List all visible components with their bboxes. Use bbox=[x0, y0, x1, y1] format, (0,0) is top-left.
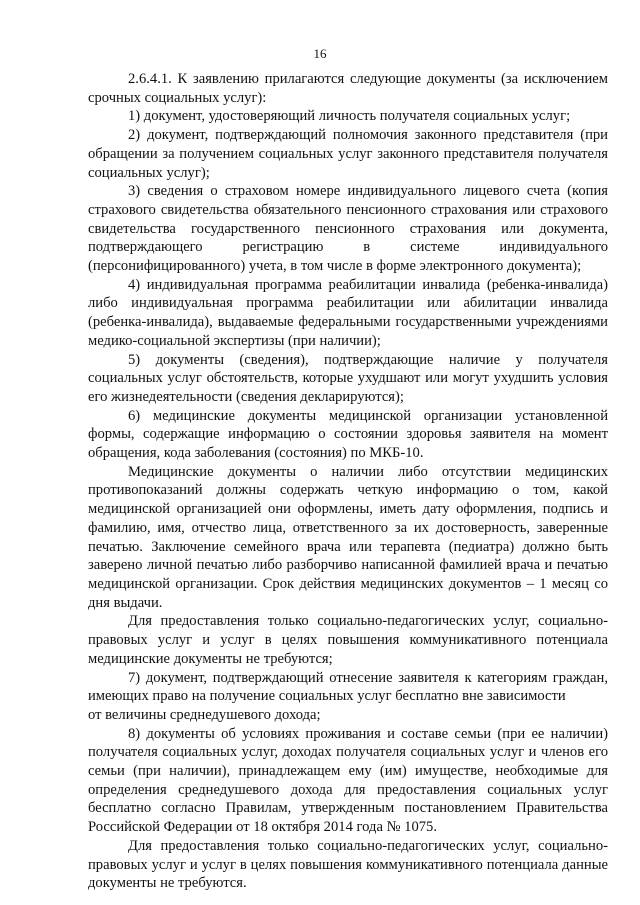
paragraph: 3) сведения о страховом номере индивидуального лицевого счета (копия страхового свидетельства обязательного пенсионного страхования или страхового свидетельства государственного пенсионного страхования или документа, подтверждающего регистрацию в системе индивидуального (персонифицированного) учета, в том числе в форме электронного документа); bbox=[88, 183, 608, 275]
paragraph: 4) индивидуальная программа реабилитации инвалида (ребенка-инвалида) либо индивидуальная программа реабилитации или абилитации инвалида (ребенка-инвалида), выдаваемые федеральными государственными учреждениями медико-социальной экспертизы (при наличии); bbox=[88, 276, 608, 349]
paragraph: 5) документы (сведения), подтверждающие наличие у получателя социальных услуг обстоятельств, которые ухудшают или могут ухудшить условия его жизнедеятельности (сведения декларируются); bbox=[88, 351, 608, 405]
document-body bbox=[88, 70, 608, 893]
paragraph: 7) документ, подтверждающий отнесение заявителя к категориям граждан, имеющих право на получение социальных услуг бесплатно вне зависимости bbox=[88, 669, 608, 705]
paragraph: 8) документы об условиях проживания и составе семьи (при ее наличии) получателя социальных услуг, доходах получателя социальных услуг и членов его семьи (при наличии), принадлежащем ему (им) имуществе, необходимые для определения среднедушевого дохода для предоставления социальных услуг бесплатно согласно Правилам, утвержденным постановлением Правительства Российской Федерации от 18 октября 2014 года № 1075. bbox=[88, 725, 608, 836]
paragraph: Медицинские документы о наличии либо отсутствии медицинских противопоказаний должны содержать четкую информацию о том, какой медицинской организацией они оформлены, иметь дату оформления, подпись и фамилию, имя, отчество лица, ответственного за их достоверность, заверенные печатью. Заключение семейного врача или терапевта (педиатра) должно быть заверено личной печатью либо разборчиво написанной фамилией врача и печатью медицинской организации. Срок действия медицинских документов – 1 месяц со дня выдачи. bbox=[88, 463, 608, 611]
paragraph: Для предоставления только социально-педагогических услуг, социально-правовых услуг и услуг в целях повышения коммуникативного потенциала данные документы не требуются. bbox=[88, 837, 608, 892]
paragraph: 2.6.4.1. К заявлению прилагаются следующие документы (за исключением срочных социальных услуг): bbox=[88, 71, 608, 106]
paragraph: от величины среднедушевого дохода; bbox=[88, 706, 321, 723]
page-number: 16 bbox=[313, 46, 327, 61]
paragraph: 1) документ, удостоверяющий личность получателя социальных услуг; bbox=[128, 108, 571, 125]
paragraph: 6) медицинские документы медицинской организации установленной формы, содержащие информацию о состоянии здоровья заявителя на момент обращения, кода заболевания (состояния) по МКБ-10. bbox=[88, 407, 608, 462]
paragraph: Для предоставления только социально-педагогических услуг, социально-правовых услуг и услуг в целях повышения коммуникативного потенциала медицинские документы не требуются; bbox=[88, 613, 608, 667]
paragraph: 2) документ, подтверждающий полномочия законного представителя (при обращении за получением социальных услуг законного представителя получателя социальных услуг); bbox=[88, 127, 608, 181]
